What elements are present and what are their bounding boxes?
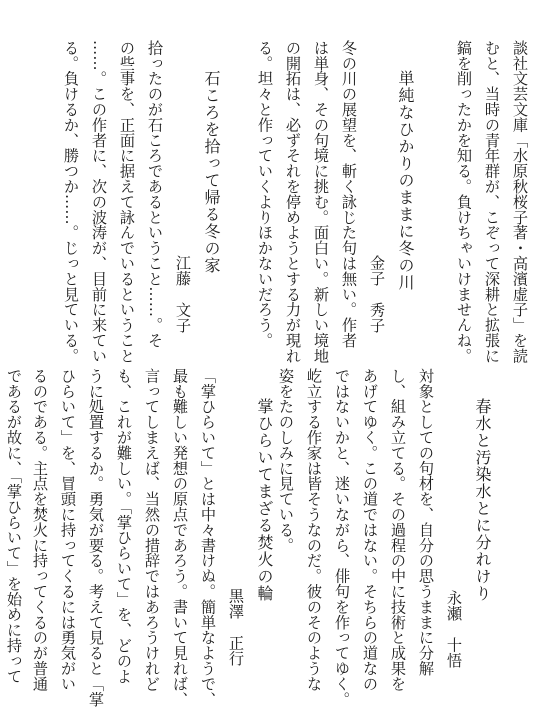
haiku-title: 石ころを拾って帰る冬の家 (202, 70, 221, 274)
haiku-author: 金子 秀子 (368, 255, 386, 334)
commentary-line: ではないかと、迷いながら、俳句を作ってゆく。 (333, 368, 351, 707)
commentary-line: は単身、その句境に挑む。面白い。新しい境地 (312, 40, 330, 364)
commentary-line: 姿をたのしみに見ている。 (277, 368, 295, 553)
haiku-author: 永瀬 十悟 (445, 590, 463, 669)
commentary-line: であるが故に、「掌ひらいて」を始めに持って (5, 368, 23, 684)
commentary-line: ひらいて」を、冒頭に持ってくるには勇気がい (59, 368, 77, 692)
commentary-line: あげてゆく。この道ではない。そちらの道なの (361, 368, 379, 692)
commentary-line: 屹立する作家は皆そうなのだ。彼のそのような (305, 368, 323, 692)
commentary-line: るのである。主点を焚火に持ってくるのが普通 (31, 368, 49, 692)
commentary-line: 拾ったのが石ころであるということ……。そ (146, 40, 164, 348)
commentary-line: し、組み立てる。その過程の中に技術と成果を (389, 368, 407, 692)
commentary-line: の開拓は、必ずそれを停めようとする力が現れ (284, 40, 302, 364)
commentary-line: うに処置するか。勇気が要る。考えて見ると「掌 (87, 368, 105, 707)
commentary-line: 言ってしまえば、当然の措辞ではあろうけれど (143, 368, 161, 692)
commentary-line: 「掌ひらいて」とは中々書けぬ。簡単なようで、 (199, 368, 217, 707)
commentary-line: る。負けるか、勝つか……。じっと見ている。 (62, 40, 80, 364)
intro-line: 鎬を削ったかを知る。負けちゃいけませんね。 (455, 40, 473, 364)
commentary-line: 最も難しい発想の原点であろう。書いて見れば、 (171, 368, 189, 707)
haiku-author: 江藤 文子 (174, 255, 192, 334)
commentary-line: 冬の川の展望を、斬く詠じた句は無い。作者 (340, 40, 358, 348)
intro-line: むと、当時の青年群が、こぞって深耕と拡張に (483, 40, 501, 364)
commentary-line: る。坦々と作っていくよりほかないだろう。 (256, 40, 274, 348)
haiku-author: 黒澤 正行 (227, 588, 245, 667)
haiku-title: 春水と汚染水とに分れけり (473, 398, 492, 602)
haiku-title: 単純なひかりのままに冬の川 (396, 70, 415, 291)
commentary-line: も、これが難しい。「掌ひらいて」を、どのよ (115, 368, 133, 684)
commentary-line: の些事を、正面に据えて詠んでいるということ (118, 40, 136, 364)
commentary-line: 対象としての句材を、自分の思うままに分解 (417, 368, 435, 676)
haiku-title: 掌ひらいてまざる焚火の輪 (255, 398, 274, 602)
commentary-line: ……。この作者に、次の波涛が、目前に来てい (90, 40, 108, 364)
intro-line: 談社文芸文庫「水原秋桜子著・高濱虚子」を読 (511, 40, 529, 364)
